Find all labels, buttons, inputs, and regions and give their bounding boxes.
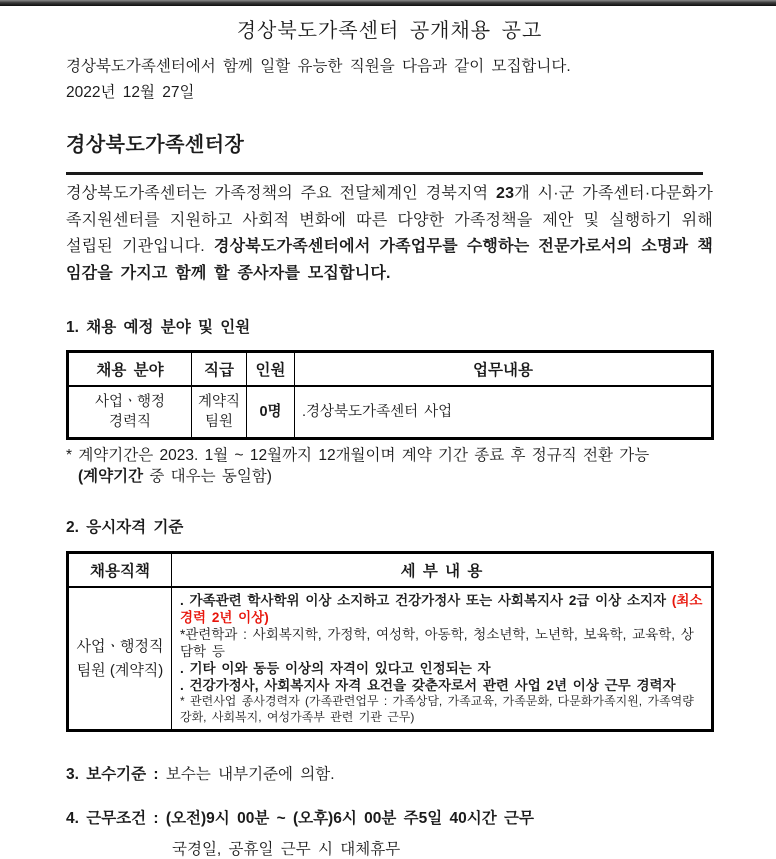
contract-note-line1: * 계약기간은 2023. 1월 ~ 12월까지 12개월이며 계약 기간 종료 후 정규직 전환 가능 (66, 447, 650, 464)
detail-degree (180, 592, 705, 626)
detail-experience: * 관련사업 종사경력자 (가족관련업무 : 가족상담, 가족교육, 가족문화, 다문화가족지원, 가족역량강화, 사회복지, 여성가족부 관련 기관 근무) (180, 694, 694, 724)
contract-note-line2-rest: 중 대우는 동일함) (143, 468, 272, 485)
section1-heading: 1. 채용 예정 분야 및 인원 (66, 319, 251, 336)
contract-note-line2 (66, 466, 713, 487)
col-header-grade: 직급 (192, 352, 247, 387)
cell-grade-line1: 계약직 (197, 394, 241, 410)
detail-certified: . 건강가정사, 사회복지사 자격 요건을 갖춘자로서 관련 사업 2년 이상 근무 경력자 (180, 678, 676, 693)
document-page (0, 6, 776, 859)
cell-field-line2: 경력직 (108, 414, 152, 430)
about-part3-bold: 경상북도가족센터에서 가족업무를 수행하는 전문가로서의 소명과 책임감을 가지고 함께 할 종사자를 모집합니다. (66, 238, 713, 282)
section3-text: 보수는 내부기준에 의함. (165, 766, 335, 783)
detail-degree-red: (최소 경력 2년 이상) (180, 593, 703, 625)
date-text: 2022년 12월 27일 (66, 84, 195, 101)
cell-details (172, 587, 713, 731)
issuer-heading: 경상북도가족센터장 (66, 134, 245, 156)
cell-duty: .경상북도가족센터 사업 (295, 386, 713, 439)
section3-label: 3. 보수기준 : (66, 766, 166, 783)
about-part1: 경상북도가족센터는 가족정책의 주요 전달체계인 경북지역 (66, 185, 497, 202)
contract-note (66, 445, 713, 487)
detail-equivalent: . 기타 이와 동등 이상의 자격이 있다고 인정되는 자 (180, 661, 491, 676)
col-header-field: 채용 분야 (68, 352, 192, 387)
section2-heading: 2. 응시자격 기준 (66, 519, 184, 536)
cell-field-line1: 사업ㆍ행정 (94, 394, 166, 410)
qualification-table-header-row (68, 553, 713, 588)
cell-position-line1: 사업ㆍ행정직 (76, 637, 164, 655)
about-count-bold: 23 (496, 185, 515, 202)
section4-text: (오전)9시 00분 ~ (오후)6시 00분 주5일 40시간 근무 (165, 810, 534, 827)
cell-field (68, 386, 192, 439)
about-paragraph (66, 181, 713, 287)
document-title: 경상북도가족센터 공개채용 공고 (236, 20, 543, 42)
cell-grade (192, 386, 247, 439)
detail-degree-text: . 가족관련 학사학위 이상 소지하고 건강가정사 또는 사회복지사 2급 이상 소지자 (180, 593, 672, 608)
col-header-count: 인원 (247, 352, 295, 387)
section4-line (66, 806, 713, 828)
cell-position (68, 587, 172, 731)
section3-line (66, 762, 713, 784)
col-header-position: 채용직책 (68, 553, 172, 588)
col-header-duty: 업무내용 (295, 352, 713, 387)
qualification-table-row (68, 587, 713, 731)
cell-grade-line2: 팀원 (204, 414, 233, 430)
about-part2: 개 시·군 가족센터·다문화가족지원센터를 지원하고 사회적 변화에 따른 다양한 가족정책을 제안 및 실행하기 위해 설립된 기관입니다. (66, 185, 713, 255)
col-header-detail: 세 부 내 용 (172, 553, 713, 588)
section4-subline: 국경일, 공휴일 근무 시 대체휴무 (172, 841, 401, 858)
qualification-table (66, 551, 714, 732)
intro-text: 경상북도가족센터에서 함께 일할 유능한 직원을 다음과 같이 모집합니다. (66, 58, 571, 75)
contract-note-line2-bold: (계약기간 (78, 468, 144, 485)
detail-majors: *관련학과 : 사회복지학, 가정학, 여성학, 아동학, 청소년학, 노년학, 보육학, 교육학, 상담학 등 (180, 627, 694, 659)
recruitment-table-header-row (68, 352, 713, 387)
cell-count: 0명 (247, 386, 295, 439)
recruitment-table (66, 350, 714, 440)
recruitment-table-row (68, 386, 713, 439)
cell-position-line2: 팀원 (계약직) (76, 661, 164, 679)
divider-rule (66, 172, 703, 175)
section4-label: 4. 근무조건 : (66, 810, 166, 827)
